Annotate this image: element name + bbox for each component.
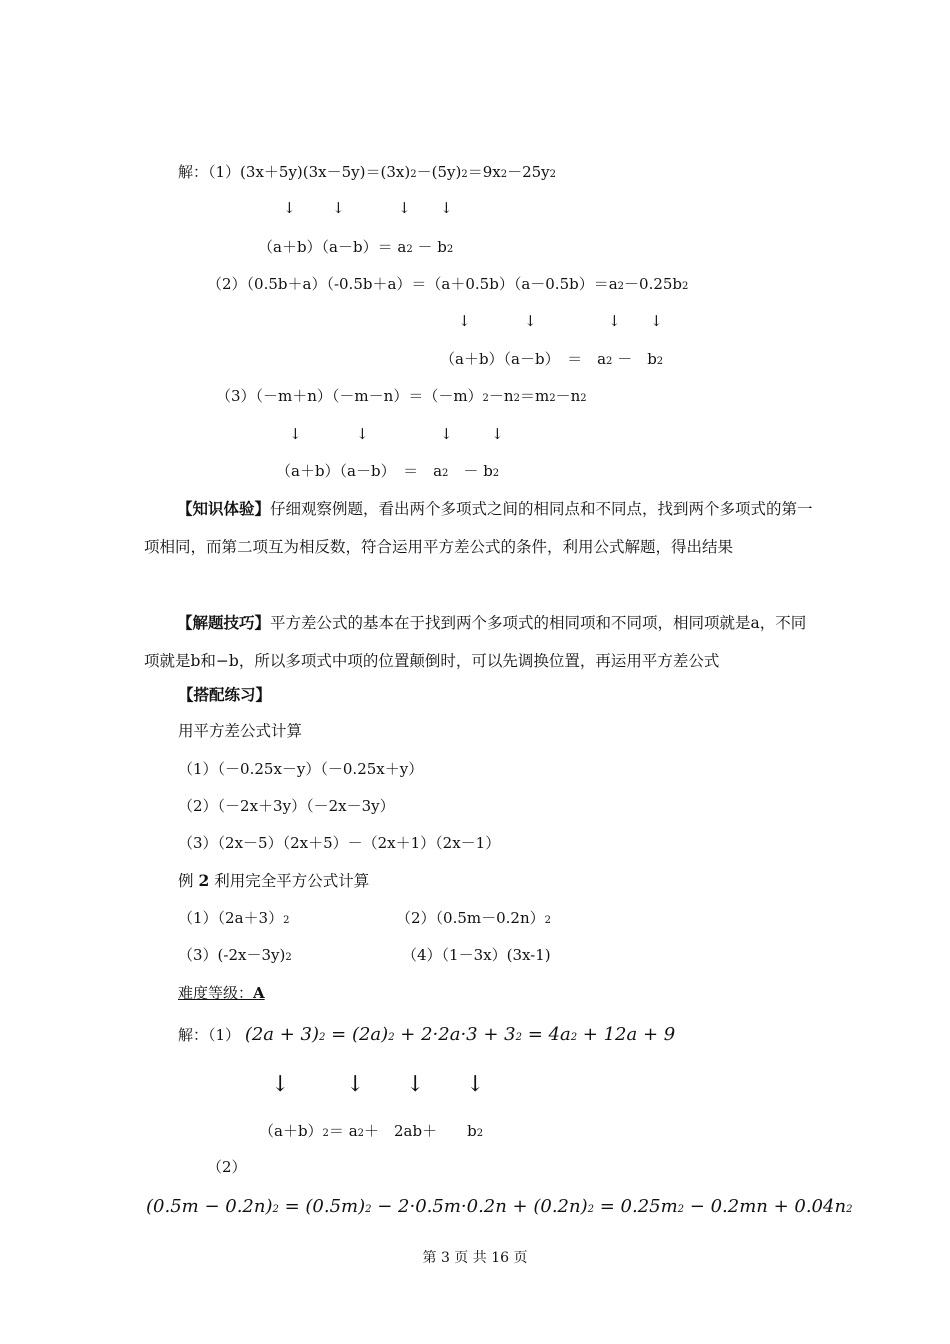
down-arrow-icon: ↓ (491, 425, 504, 443)
practice-item: （2）（－2x＋3y）（－2x－3y） (178, 797, 395, 815)
down-arrow-icon: ↓ (356, 425, 369, 443)
example2-q3 (178, 948, 292, 963)
formula-text: （a＋b）（a－b）＝ a (258, 238, 407, 256)
page-footer: 第 3 页 共 16 页 (422, 1250, 528, 1266)
tips-title: 【解题技巧】 (177, 613, 271, 632)
formula-minus: － b (612, 350, 657, 368)
sup: 2 (515, 1032, 522, 1043)
math-lhs: (0.5m − 0.2n) (146, 1196, 273, 1217)
knowledge-text: 仔细观察例题，看出两个多项式之间的相同点和不同点，找到两个多项式的第一项相同，而第二项互为相反数，符合运用平方差公式的条件，利用公式解题，得出结果 (144, 500, 813, 556)
sup: 2 (388, 1032, 395, 1043)
practice-item: （3）（2x－5）（2x＋5）－（2x＋1）（2x－1） (178, 834, 501, 852)
sup: 2 (682, 281, 689, 292)
sol3-e4: －n (555, 387, 581, 405)
sup: 2 (406, 244, 413, 255)
sup: 2 (549, 169, 557, 180)
math-rhs2: − 0.2mn + 0.04n (684, 1196, 847, 1217)
difficulty-value: A (253, 984, 265, 1002)
down-arrow-icon: ↓ (650, 312, 663, 330)
math-rhs2: + 12a + 9 (577, 1024, 676, 1045)
example2-q2 (396, 911, 551, 926)
sol1-e3: ＝9x (467, 163, 501, 181)
sol1-label: 解：（1） (178, 163, 241, 181)
ex2sol1-formula (259, 1124, 483, 1139)
math-mid: + 2·2a·3 + 3 (394, 1024, 516, 1045)
down-arrow-icon: ↓ (440, 425, 453, 443)
formula-b: ＋ 2ab＋ b (364, 1122, 477, 1140)
knowledge-paragraph (144, 490, 814, 566)
math-rhs: = 0.25m (594, 1196, 678, 1217)
sol3-formula (276, 464, 499, 479)
sup: 2 (461, 169, 468, 180)
formula-minus: － b (448, 462, 493, 480)
formula-text: （a＋b）（a－b） ＝ a (440, 350, 607, 368)
down-arrow-icon: ↓ (466, 1072, 485, 1097)
sup: 2 (357, 1128, 365, 1139)
practice-intro: 用平方差公式计算 (178, 722, 303, 740)
example-number: 2 (198, 871, 210, 890)
sup: 2 (587, 1204, 594, 1215)
math-lhs: (2a + 3) (244, 1024, 320, 1045)
formula-a: ＝ a (328, 1122, 358, 1140)
formula-text: （a＋b） (259, 1122, 323, 1140)
solution-label: 解：（1） (178, 1026, 241, 1044)
sol2-line (207, 277, 688, 292)
sol3-e2: －n (488, 387, 514, 405)
sup: 2 (617, 281, 625, 292)
question-text: （2）（0.5m－0.2n） (396, 909, 545, 927)
sup: 2 (272, 1204, 279, 1215)
sol2-formula (440, 352, 663, 367)
down-arrow-icon: ↓ (346, 1072, 365, 1097)
down-arrow-icon: ↓ (608, 312, 621, 330)
down-arrow-icon: ↓ (283, 199, 296, 217)
question-text: （4）（1－3x）(3x-1) (402, 946, 551, 964)
difficulty-label: 难度等级： (178, 984, 254, 1002)
sup: 2 (544, 915, 552, 926)
math-eq1: = (2a) (325, 1024, 389, 1045)
sup: 2 (513, 393, 520, 404)
sup: 2 (656, 356, 664, 367)
question-text: （3）(-2x－3y) (178, 946, 286, 964)
sup: 2 (285, 952, 292, 963)
down-arrow-icon: ↓ (332, 199, 345, 217)
formula-minus: － b (412, 238, 447, 256)
sol1-expr: (3x＋5y)(3x－5y)＝(3x) (240, 163, 411, 181)
sup: 2 (283, 915, 290, 926)
sup: 2 (500, 169, 508, 180)
question-text: （1）（2a＋3） (178, 909, 284, 927)
sup: 2 (549, 393, 556, 404)
sup: 2 (319, 1032, 326, 1043)
math-eq1: = (0.5m) (278, 1196, 366, 1217)
math-mid: − 2·0.5m·0.2n + (0.2n) (371, 1196, 588, 1217)
sol2-expr: （2）（0.5b＋a）（-0.5b＋a）＝（a＋0.5b）（a－0.5b）＝a (207, 275, 618, 293)
ex2sol1-math (245, 1024, 675, 1045)
example2-heading (178, 873, 369, 890)
example2-q1 (178, 911, 289, 926)
sup: 2 (446, 244, 454, 255)
sup: 2 (606, 356, 613, 367)
sol3-expr: （3）（－m＋n）（－m－n）＝（－m） (216, 387, 483, 405)
sup: 2 (846, 1204, 853, 1215)
ex2sol1-line (178, 1026, 675, 1044)
down-arrow-icon: ↓ (271, 1072, 290, 1097)
ex2sol2-label: （2） (207, 1158, 247, 1176)
sup: 2 (570, 1032, 578, 1043)
sol3-line (216, 389, 587, 404)
knowledge-title: 【知识体验】 (177, 499, 271, 518)
example2-q4 (402, 948, 551, 963)
sol2-e2: －0.25b (624, 275, 683, 293)
sol1-e4: －25y (507, 163, 550, 181)
tips-text: 平方差公式的基本在于找到两个多项式的相同项和不同项，相同项就是a，不同项就是b和−b，所以多项式中项的位置颠倒时，可以先调换位置，再运用平方差公式 (144, 614, 807, 670)
down-arrow-icon: ↓ (458, 312, 471, 330)
practice-item: （1）（－0.25x－y）（－0.25x＋y） (178, 760, 424, 778)
down-arrow-icon: ↓ (406, 1072, 425, 1097)
sup: 2 (677, 1204, 685, 1215)
sup: 2 (476, 1128, 484, 1139)
down-arrow-icon: ↓ (524, 312, 537, 330)
difficulty-line (178, 986, 265, 1001)
down-arrow-icon: ↓ (289, 425, 302, 443)
sup: 2 (482, 393, 489, 404)
sup: 2 (322, 1128, 329, 1139)
down-arrow-icon: ↓ (398, 199, 411, 217)
tips-paragraph (144, 604, 814, 680)
ex2sol2-math (146, 1198, 852, 1216)
sol3-e3: ＝m (519, 387, 550, 405)
sol1-formula (258, 240, 453, 255)
sup: 2 (365, 1204, 372, 1215)
sol1-line (178, 165, 556, 180)
example-label: 例 (178, 872, 194, 890)
formula-text: （a＋b）（a－b） ＝ a (276, 462, 443, 480)
sup: 2 (442, 468, 449, 479)
practice-title: 【搭配练习】 (178, 685, 272, 704)
down-arrow-icon: ↓ (440, 199, 453, 217)
math-rhs: = 4a (521, 1024, 571, 1045)
example-title: 利用完全平方公式计算 (214, 872, 370, 890)
sup: 2 (580, 393, 587, 404)
sup: 2 (492, 468, 500, 479)
sol1-e2: －(5y) (416, 163, 462, 181)
sup: 2 (410, 169, 417, 180)
